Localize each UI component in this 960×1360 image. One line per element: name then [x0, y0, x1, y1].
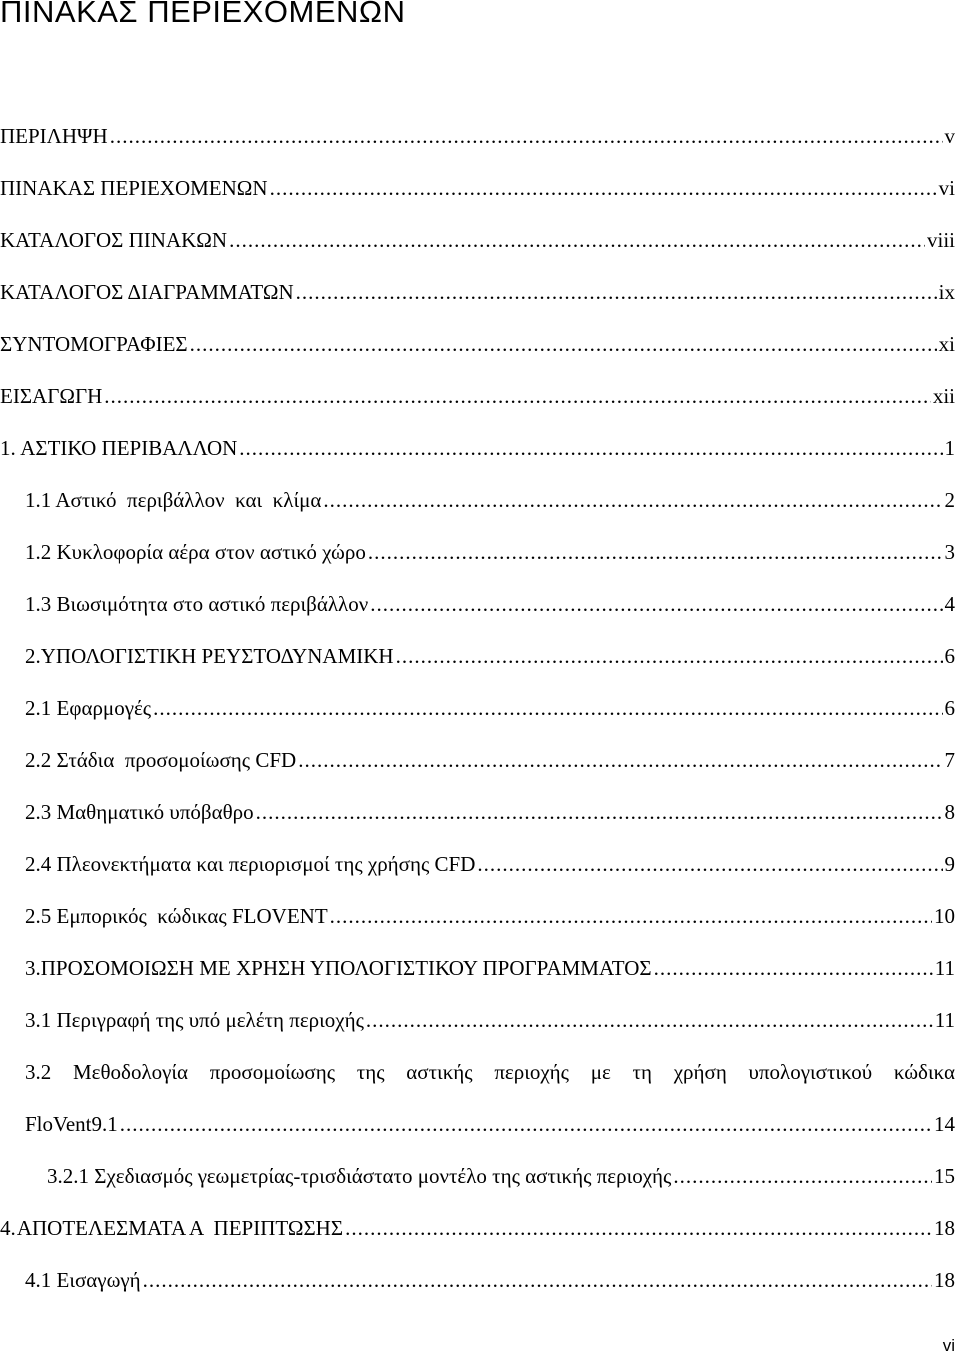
toc-entry-label: ΠΙΝΑΚΑΣ ΠΕΡΙΕΧΟΜΕΝΩΝ [0, 176, 268, 200]
toc-entry-page: 10 [934, 904, 955, 928]
toc-entry-label: 1.1 Αστικό περιβάλλον και κλίμα [25, 488, 322, 512]
toc-entry-page: 11 [934, 956, 955, 980]
toc-entry-section-1-2[interactable] [25, 540, 955, 570]
toc-entry-section-3-1[interactable] [25, 1008, 955, 1038]
toc-entry-label: 2.2 Στάδια προσομοίωσης CFD [25, 748, 297, 772]
toc-entry-label: 2.1 Εφαρμογές [25, 696, 152, 720]
leader-dots [370, 592, 942, 617]
toc-entry-label: ΕΙΣΑΓΩΓΗ [0, 384, 103, 408]
toc-entry-label: ΚΑΤΑΛΟΓΟΣ ΔΙΑΓΡΑΜΜΑΤΩΝ [0, 280, 294, 304]
toc-entry-label: 3.1 Περιγραφή της υπό μελέτη περιοχής [25, 1008, 364, 1032]
toc-entry-section-1-3[interactable] [25, 592, 955, 622]
toc-entry-label: 4.1 Εισαγωγή [25, 1268, 141, 1292]
toc-entry-number: 3. [25, 956, 41, 980]
toc-entry-section-1-1[interactable] [25, 488, 955, 518]
toc-entry-page: xi [938, 332, 955, 356]
toc-entry-section-3-2-1[interactable] [47, 1164, 955, 1194]
toc-entry-list-of-tables[interactable] [0, 228, 955, 258]
leader-dots [120, 1112, 932, 1137]
leader-dots [143, 1268, 932, 1293]
toc-entry-page: 4 [944, 592, 955, 616]
leader-dots [673, 1164, 932, 1189]
toc-entry-chapter-3[interactable] [25, 956, 955, 986]
toc-entry-section-3-2-cont[interactable] [25, 1112, 955, 1142]
toc-entry-page: 1 [944, 436, 955, 460]
toc-entry-label: 3.2 Μεθοδολογία προσομοίωσης της αστικής περιοχής με τη χρήση υπολογιστικού κώδικα [25, 1060, 955, 1084]
toc-entry-label: FloVent9.1 [25, 1112, 118, 1136]
leader-dots [190, 332, 937, 357]
toc-entry-page: vi [938, 176, 955, 200]
leader-dots [229, 228, 925, 253]
toc-entry-page: v [944, 124, 955, 148]
toc-entry-contents[interactable] [0, 176, 955, 206]
toc-entry-section-3-2[interactable] [25, 1060, 955, 1090]
toc-entry-page: 6 [944, 644, 955, 668]
toc-entry-chapter-1[interactable] [0, 436, 955, 466]
toc-entry-page: 18 [934, 1268, 955, 1292]
toc-entry-page: ix [938, 280, 955, 304]
toc-entry-list-of-diagrams[interactable] [0, 280, 955, 310]
toc-entry-introduction[interactable] [0, 384, 955, 414]
leader-dots [345, 1216, 932, 1241]
toc-entry-section-2-1[interactable] [25, 696, 955, 726]
leader-dots [104, 384, 931, 409]
leader-dots [366, 1008, 933, 1033]
leader-dots [323, 488, 942, 513]
toc-entry-page: 6 [944, 696, 955, 720]
leader-dots [239, 436, 942, 461]
leader-dots [654, 956, 933, 981]
toc-entry-section-2-4[interactable] [25, 852, 955, 882]
toc-entry-page: 2 [944, 488, 955, 512]
toc-entry-label: ΣΥΝΤΟΜΟΓΡΑΦΙΕΣ [0, 332, 188, 356]
toc-entry-label: ΑΣΤΙΚΟ ΠΕΡΙΒΑΛΛΟΝ [20, 436, 238, 460]
toc-entry-number: 4. [0, 1216, 16, 1240]
toc-entry-section-2-2[interactable] [25, 748, 955, 778]
toc-entry-section-2-3[interactable] [25, 800, 955, 830]
leader-dots [270, 176, 937, 201]
page-number: vi [942, 1336, 955, 1355]
toc-entry-page: 14 [934, 1112, 955, 1136]
toc-entry-label: 2.4 Πλεονεκτήματα και περιορισμοί της χρήσης CFD [25, 852, 476, 876]
toc-entry-page: xii [932, 384, 955, 408]
toc-entry-page: 15 [934, 1164, 955, 1188]
toc-entry-label: 2.5 Εμπορικός κώδικας FLOVENT [25, 904, 328, 928]
toc-entry-section-2-5[interactable] [25, 904, 955, 934]
toc-entry-page: 9 [944, 852, 955, 876]
toc-entry-label: 1.3 Βιωσιμότητα στο αστικό περιβάλλον [25, 592, 369, 616]
toc-entry-label: 3.2.1 Σχεδιασμός γεωμετρίας-τρισδιάστατο μοντέλο της αστικής περιοχής [47, 1164, 672, 1188]
toc-entry-page: 18 [934, 1216, 955, 1240]
toc-entry-page: 7 [944, 748, 955, 772]
toc-entry-number: 1. [0, 436, 16, 460]
toc-entry-summary[interactable] [0, 124, 955, 154]
toc-entry-page: 3 [944, 540, 955, 564]
leader-dots [296, 280, 937, 305]
page-title: ΠΙΝΑΚΑΣ ΠΕΡΙΕΧΟΜΕΝΩΝ [0, 0, 406, 29]
toc-entry-label: ΥΠΟΛΟΓΙΣΤΙΚΗ ΡΕΥΣΤΟΔΥΝΑΜΙΚΗ [40, 644, 394, 668]
toc-entry-label: 1.2 Κυκλοφορία αέρα στον αστικό χώρο [25, 540, 366, 564]
leader-dots [256, 800, 943, 825]
leader-dots [298, 748, 942, 773]
leader-dots [330, 904, 932, 929]
toc-entry-page: 8 [944, 800, 955, 824]
toc-entry-label: ΠΕΡΙΛΗΨΗ [0, 124, 108, 148]
leader-dots [477, 852, 942, 877]
toc-entry-label: ΠΡΟΣΟΜΟΙΩΣΗ ΜΕ ΧΡΗΣΗ ΥΠΟΛΟΓΙΣΤΙΚΟΥ ΠΡΟΓΡΑΜΜΑΤΟΣ [40, 956, 652, 980]
leader-dots [396, 644, 943, 669]
toc-entry-label: ΚΑΤΑΛΟΓΟΣ ΠΙΝΑΚΩΝ [0, 228, 228, 252]
toc-entry-label: 2.3 Μαθηματικό υπόβαθρο [25, 800, 254, 824]
leader-dots [153, 696, 942, 721]
toc-entry-section-4-1[interactable] [25, 1268, 955, 1298]
toc-entry-label: ΑΠΟΤΕΛΕΣΜΑΤΑ Α ΠΕΡΙΠΤΩΣΗΣ [16, 1216, 344, 1240]
toc-entry-chapter-2[interactable] [25, 644, 955, 674]
toc-entry-page: viii [926, 228, 955, 252]
toc-entry-number: 2. [25, 644, 41, 668]
toc-entry-chapter-4[interactable] [0, 1216, 955, 1246]
leader-dots [110, 124, 943, 149]
leader-dots [368, 540, 943, 565]
toc-entry-page: 11 [934, 1008, 955, 1032]
toc-entry-abbreviations[interactable] [0, 332, 955, 362]
